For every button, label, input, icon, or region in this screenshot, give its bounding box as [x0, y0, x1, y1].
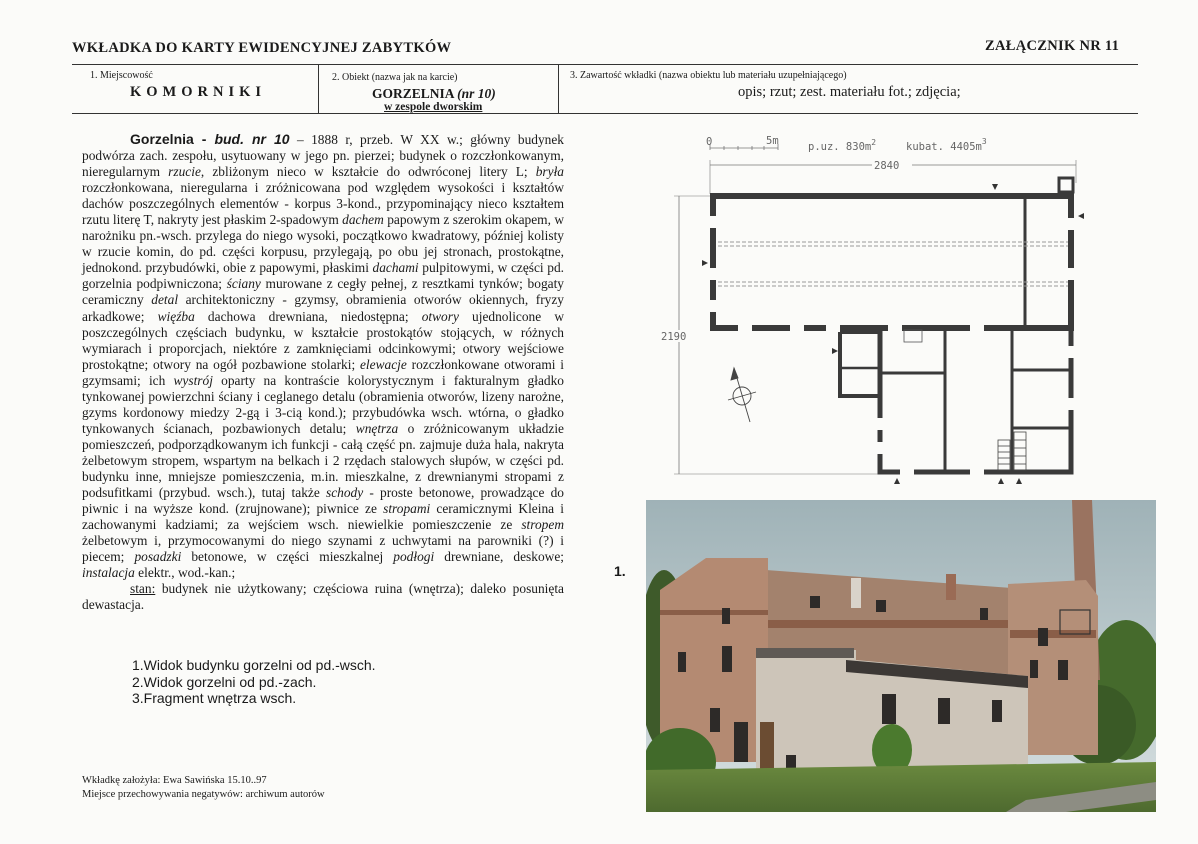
- field-1-label: 1. Miejscowość: [90, 70, 153, 81]
- width-dimension: 2840: [874, 160, 900, 172]
- field-3-label: 3. Zawartość wkładki (nazwa obiektu lub materiału uzupełniającego): [570, 70, 847, 81]
- field-2-label: 2. Obiekt (nazwa jak na karcie): [332, 72, 458, 83]
- volume: kubat. $4405m^3$: [906, 137, 987, 153]
- lead-building-number: bud. nr 10: [214, 131, 290, 147]
- entrance-arrows: [702, 184, 1084, 484]
- svg-text:5m: 5m: [766, 135, 779, 147]
- table-top-line: [72, 64, 1138, 65]
- field-1-value: KOMORNIKI: [130, 84, 267, 100]
- svg-text:0: 0: [706, 136, 713, 148]
- page-title: WKŁADKA DO KARTY EWIDENCYJNEJ ZABYTKÓW: [72, 40, 452, 56]
- field-2-sub: w zespole dworskim: [384, 101, 483, 113]
- height-dimension: 2190: [661, 331, 687, 343]
- building-photo: [646, 500, 1156, 812]
- lead-name: Gorzelnia -: [130, 131, 215, 147]
- field-3-value: opis; rzut; zest. materiału fot.; zdjęcia;: [738, 84, 961, 100]
- usable-area: p.uz. $830m^2$: [808, 138, 877, 153]
- walls: [713, 196, 1071, 472]
- caption-1: 1.Widok budynku gorzelni od pd.-wsch.: [132, 657, 376, 673]
- floor-plan: [640, 128, 1100, 490]
- state-label: stan:: [130, 581, 156, 597]
- scale-bar: [706, 135, 779, 150]
- description-text: Gorzelnia - bud. nr 10 – 1888 r, przeb. W XX w.; główny budynek podwórza zach. zespołu, usytuowany w jego pn. pierzei; budynek o rozczłonkowanym, nieregularnym rzucie, zbliżonym nieco w kształcie do odwróconej litery L; bryła rozczłonkowana, nieregularna i zróżnicowana pod względem wysokości i kształtów dachów poszczególnych elementów - korpus 3-kond., przypominający nieco kształtem rzutu literę T, nakryty jest płaskim 2-spadowym dachem papowym z szerokim okapem, w narożniku pn.-wsch. przylega do niego wysoki, początkowo kwadratowy, później kolisty w rzucie komin, do pd. części korpusu, przylegają, po obu jej stronach, prostokątne, jednokond. przybudówki, obie z papowymi, płaskimi dachami pulpitowymi, w części pd. gorzelnia podpiwniczona; ściany murowane z cegły pełnej, z resztkami tynków; bogaty ceramiczny detal architektoniczny - gzymsy, obramienia otworów okiennych, fryzy arkadkowe; więźba dachowa drewniana, niedostępna; otwory ujednolicone w poszczególnych częściach budynku, w kształcie prostokątów stojących, w różnych wymiarach i proporcjach, niektóre z zamknięciami odcinkowymi; otwory wejściowe prostokątne; otwory na ogół pozbawione stolarki; elewacje rozczłonkowane otworami i gzymsami; ich wystrój oparty na kontraście kolorystycznym i fakturalnym gładko tynkowanej powierzchni ściany i ceglanego detalu (obramienia otworów, lizeny narożne, gzyms kordonowy miedzy 2-gą i 3-cią kond.); przybudówka wsch. wtórna, o gładko tynkowanych ścianach, pozbawionych detalu; wnętrza o zróżnicowanym układzie pomieszczeń, podporządkowanym ich funkcji - całą część pn. zajmuje duża hala, nakryta żelbetowym stropem, wspartym na belkach i 2 rzędach stalowych słupów, w części pd. budynku inne, mniejsze pomieszczenia, m.in. mieszkalne, z drewnianymi stropami z podsufitkami (przybud. wsch.), tutaj także schody - proste betonowe, prowadzące do piwnic i na wyższe kond. (zrujnowane); piwnice ze stropami ceramicznymi Kleina i zachowanymi kadziami; za wejściem wsch. niewielkie pomieszczenie ze stropem żelbetowym i, przymocowanymi do niego szynami z uchwytami na parowniki (?) i piecem; posadzki betonowe, w części mieszkalnej podłogi drewniane, deskowe; instalacja elektr., wod.-kan.; stan: budynek nie użytkowany; częściowa ruina (wnętrza); daleko posunięta dewastacja.: [82, 131, 565, 613]
- footer: [82, 774, 325, 801]
- chimney: [1059, 178, 1073, 192]
- table-divider-2: [558, 64, 559, 114]
- state-text: budynek nie użytkowany; częściowa ruina (wnętrza); daleko posunięta dewastacja.: [82, 581, 564, 613]
- footer-storage: Miejsce przechowywania negatywów: archiwum autorów: [82, 788, 325, 800]
- windows: [710, 216, 1074, 476]
- photo-number: 1.: [614, 563, 626, 579]
- caption-2: 2.Widok gorzelni od pd.-zach.: [132, 673, 317, 690]
- caption-3: 3.Fragment wnętrza wsch.: [132, 690, 297, 706]
- footer-author: Wkładkę założyła: Ewa Sawińska 15.10..97: [82, 775, 267, 786]
- attachment-number: ZAŁĄCZNIK NR 11: [985, 38, 1120, 54]
- small-fixture: [904, 330, 922, 342]
- north-arrow-icon: [728, 368, 756, 422]
- table-bottom-line: [72, 113, 1138, 114]
- photo-captions: [132, 657, 376, 707]
- field-2-value: GORZELNIA (nr 10): [372, 86, 496, 101]
- table-divider-1: [318, 64, 319, 114]
